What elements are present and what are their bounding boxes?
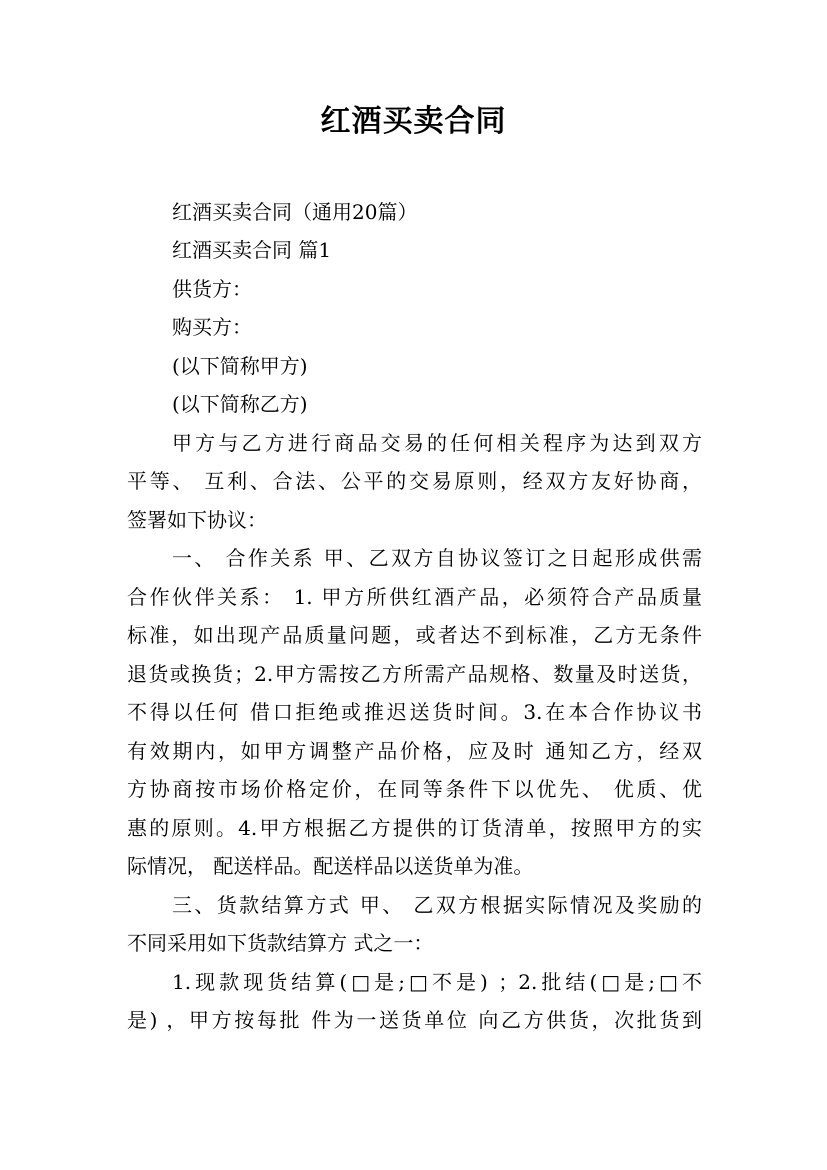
paragraph-line: 不同采用如下货款结算方 式之一： [127, 931, 434, 955]
party-a-note: (以下简称甲方) [172, 354, 308, 378]
paragraph-line: 不得以任何 借口拒绝或推迟送货时间。3.在本合作协议书 [127, 700, 702, 724]
paragraph-line: 惠的原则。4.甲方根据乙方提供的订货清单，按照甲方的实 [127, 816, 702, 840]
buyer-label: 购买方： [172, 315, 252, 339]
paragraph-line: 平等、 互利、合法、公平的交易原则，经双方友好协商， [127, 469, 702, 493]
party-b-note: (以下简称乙方) [172, 392, 308, 416]
section-heading: 红酒买卖合同 篇1 [172, 238, 332, 262]
paragraph-line: 甲方与乙方进行商品交易的任何相关程序为达到双方 [172, 431, 702, 455]
paragraph-line: 标准，如出现产品质量问题，或者达不到标准，乙方无条件 [127, 623, 702, 647]
supplier-label: 供货方： [172, 277, 252, 301]
paragraph-line: 三、货款结算方式 甲、 乙双方根据实际情况及奖励的 [172, 893, 702, 917]
paragraph-line: 1.现款现货结算(□是;□不是) ；2.批结(□是;□不 [172, 970, 702, 994]
document-title: 红酒买卖合同 [320, 104, 507, 139]
paragraph-line: 际情况， 配送样品。配送样品以送货单为准。 [127, 854, 534, 878]
paragraph-line: 有效期内，如甲方调整产品价格，应及时 通知乙方，经双 [127, 739, 702, 763]
paragraph-line: 退货或换货；2.甲方需按乙方所需产品规格、数量及时送货， [127, 662, 702, 686]
paragraph-line: 方协商按市场价格定价，在同等条件下以优先、 优质、优 [127, 777, 702, 801]
paragraph-line: 签署如下协议： [127, 508, 267, 532]
paragraph-line: 是) ，甲方按每批 件为一送货单位 向乙方供货，次批货到 [127, 1008, 702, 1032]
paragraph-line: 合作伙伴关系： 1. 甲方所供红酒产品，必须符合产品质量 [127, 585, 702, 609]
subtitle-line: 红酒买卖合同（通用20篇） [172, 200, 418, 224]
paragraph-line: 一、 合作关系 甲、乙双方自协议签订之日起形成供需 [172, 546, 702, 570]
